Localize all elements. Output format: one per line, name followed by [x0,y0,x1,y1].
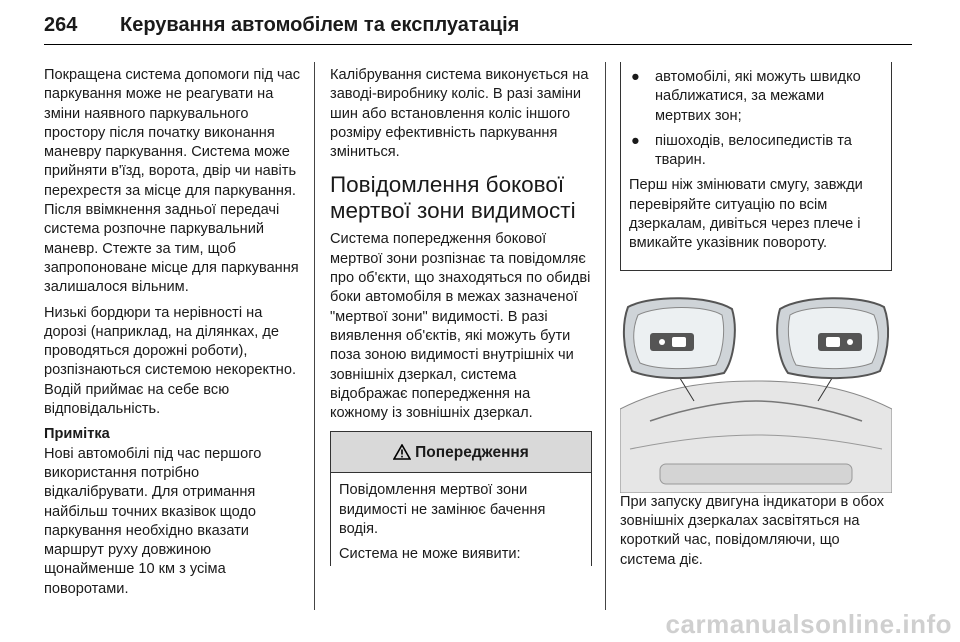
page-title: Керування автомобілем та експлуатація [120,14,520,36]
list-item-text: автомобілі, які можуть швидко наближатися, за межами мертвих зон; [655,69,861,124]
warning-header [331,432,591,473]
paragraph: Калібрування система виконується на заводі-виробнику коліс. В разі заміни шин або встановлення коліс іншого розміру ефективність паркування зміниться. [330,67,589,161]
watermark: carmanualsonline.info [665,609,952,639]
warning-box [330,431,592,566]
column-divider [314,62,315,610]
warning-triangle-icon [393,444,411,460]
paragraph: Система попередження бокової мертвої зони розпізнає та повідомляє про об'єкти, що знаходяться по обидві боки автомобіля в межах зазначеної "мертвої зони" видимості. В разі виявлення об'єктів, які можуть бути поза зоною видимості внутрішніх чи зовнішніх дзеркал, система відображає попередження на кожному із зовнішніх дзеркал. [330,231,591,422]
list-item [629,132,883,171]
bullet-icon: ● [631,132,640,149]
column-left [44,66,304,605]
note-heading: Примітка [44,426,110,443]
car-mirrors-illustration [620,289,892,493]
mirror-indicator-figure [620,289,892,493]
page-number: 264 [44,14,78,36]
list-item [629,68,883,126]
warning-body [331,473,591,564]
warning-text: Повідомлення мертвої зони видимості не замінює бачення водія. [339,482,546,538]
column-divider [605,62,606,610]
list-item-text: пішоходів, велосипедистів та тварин. [655,132,852,169]
bullet-icon: ● [631,69,640,85]
warning-text: Перш ніж змінювати смугу, завжди перевіряйте ситуацію по всім дзеркалам, дивіться через плече і вмикайте указівник повороту. [629,177,863,252]
warning-title: Попередження [415,443,529,461]
warning-text: Система не може виявити: [339,546,521,563]
warning-continuation [620,62,892,271]
section-heading: Повідомлення бокової мертвої зони видимості [330,172,576,224]
paragraph: При запуску двигуна індикатори в обох зовнішніх дзеркалах засвітяться на короткий час, повідомляючи, що система діє. [620,493,885,568]
note-text: Нові автомобілі під час першого використання потрібно відкалібрувати. Для отримання найбільш точних вказівок щодо паркування необхідно вказати маршрут руху довжиною щонайменше 10 км з усіма поворотами. [44,445,262,597]
paragraph: Покращена система допомоги під час паркування може не реагувати на зміни наявного паркувального простору після початку виконання маневру паркування. Система може прийняти в'їзд, ворота, двір чи навіть перехрестя за місце для паркування. Після ввімкнення задньої передачі система розпочне паркувальний маневр. Стежте за тим, щоб запропоноване місце для паркування залишалося вільним. [44,67,301,296]
paragraph: Низькі бордюри та нерівності на дорозі (наприклад, на ділянках, де проводяться дорожні роботи), розпізнаються системою некоректно. Водій приймає на себе всю відповідальність. [44,304,297,418]
column-right [620,66,892,576]
page-header [44,14,912,45]
column-middle [330,66,592,566]
